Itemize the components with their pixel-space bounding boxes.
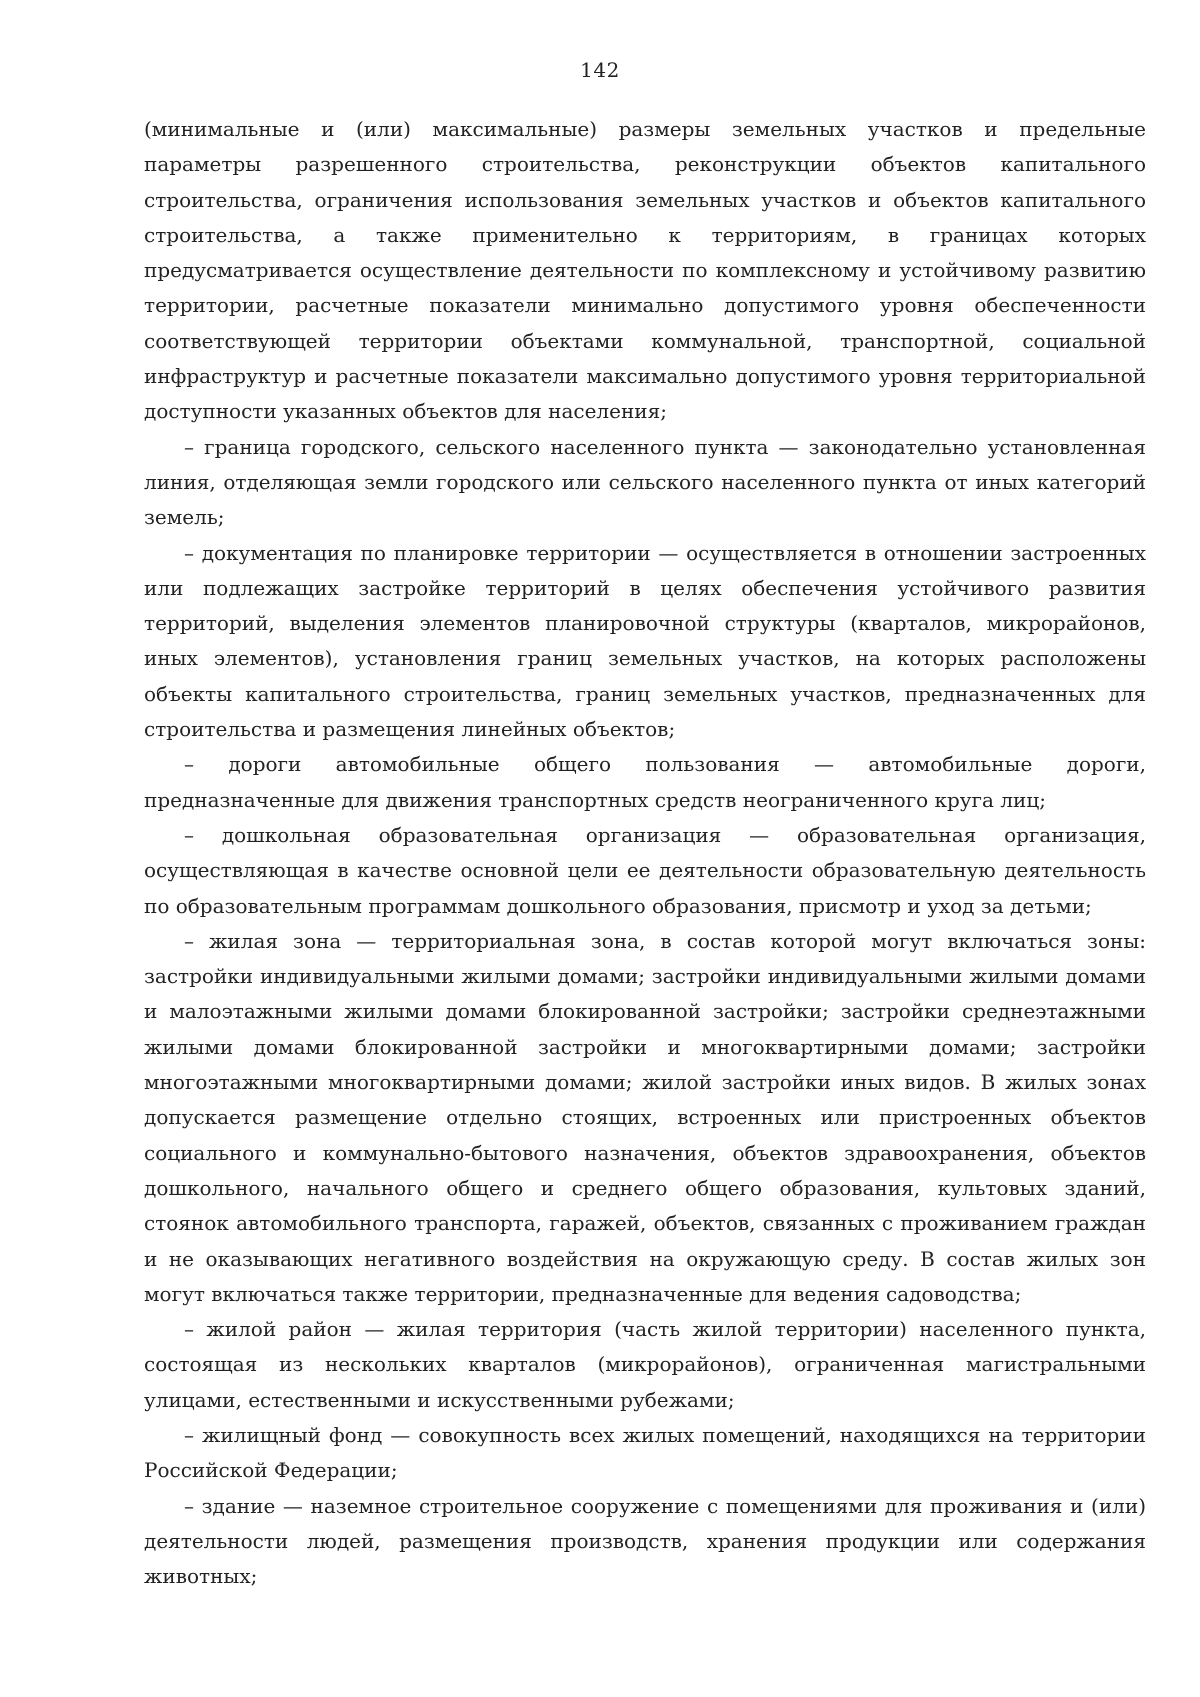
paragraph-definition-public-roads: – дороги автомобильные общего пользования — автомобильные дороги, предназначенные для движения транспортных средств неограниченного круга лиц; [144, 752, 1146, 812]
paragraph-definition-residential-zone: – жилая зона — территориальная зона, в состав которой могут включаться зоны: застройки индивидуальными жилыми домами; застройки индивидуальными жилыми домами и малоэтажными жилыми домами блокированной застройки; застройки среднеэтажными жилыми домами блокированной застройки и многоквартирными домами; застройки многоэтажными многоквартирными домами; жилой застройки иных видов. В жилых зонах допускается размещение отдельно стоящих, встроенных или пристроенных объектов социального и коммунально-бытового назначения, объектов здравоохранения, объектов дошкольного, начального общего и среднего общего образования, культовых зданий, стоянок автомобильного транспорта, гаражей, объектов, связанных с проживанием граждан и не оказывающих негативного воздействия на окружающую среду. В состав жилых зон могут включаться также территории, предназначенные для ведения садоводства; [144, 928, 1146, 1306]
paragraph-definition-building: – здание — наземное строительное сооружение с помещениями для проживания и (или) деятельности людей, размещения производств, хранения продукции или содержания животных; [144, 1493, 1146, 1589]
paragraph-definition-planning-documentation: – документация по планировке территории — осуществляется в отношении застроенных или подлежащих застройке территорий в целях обеспечения устойчивого развития территорий, выделения элементов планировочной структуры (кварталов, микрорайонов, иных элементов), установления границ земельных участков, на которых расположены объекты капитального строительства, границ земельных участков, предназначенных для строительства и размещения линейных объектов; [144, 540, 1146, 742]
page-number: 142 [580, 58, 620, 82]
paragraph-continuation: (минимальные и (или) максимальные) размеры земельных участков и предельные параметры разрешенного строительства, реконструкции объектов капитального строительства, ограничения использования земельных участков и объектов капитального строительства, а также применительно к территориям, в границах которых предусматривается осуществление деятельности по комплексному и устойчивому развитию территории, расчетные показатели минимально допустимого уровня обеспеченности соответствующей территории объектами коммунальной, транспортной, социальной инфраструктур и расчетные показатели максимально допустимого уровня территориальной доступности указанных объектов для населения; [144, 117, 1146, 424]
paragraph-definition-settlement-boundary: – граница городского, сельского населенного пункта — законодательно установленная линия, отделяющая земли городского или сельского населенного пункта от иных категорий земель; [144, 434, 1146, 530]
paragraph-definition-housing-stock: – жилищный фонд — совокупность всех жилых помещений, находящихся на территории Российской Федерации; [144, 1422, 1146, 1483]
page-body [144, 112, 1146, 1594]
paragraph-definition-residential-district: – жилой район — жилая территория (часть жилой территории) населенного пункта, состоящая из нескольких кварталов (микрорайонов), ограниченная магистральными улицами, естественными и искусственными рубежами; [144, 1317, 1146, 1412]
paragraph-definition-preschool-organization: – дошкольная образовательная организация — образовательная организация, осуществляющая в качестве основной цели ее деятельности образовательную деятельность по образовательным программам дошкольного образования, присмотр и уход за детьми; [144, 822, 1146, 918]
